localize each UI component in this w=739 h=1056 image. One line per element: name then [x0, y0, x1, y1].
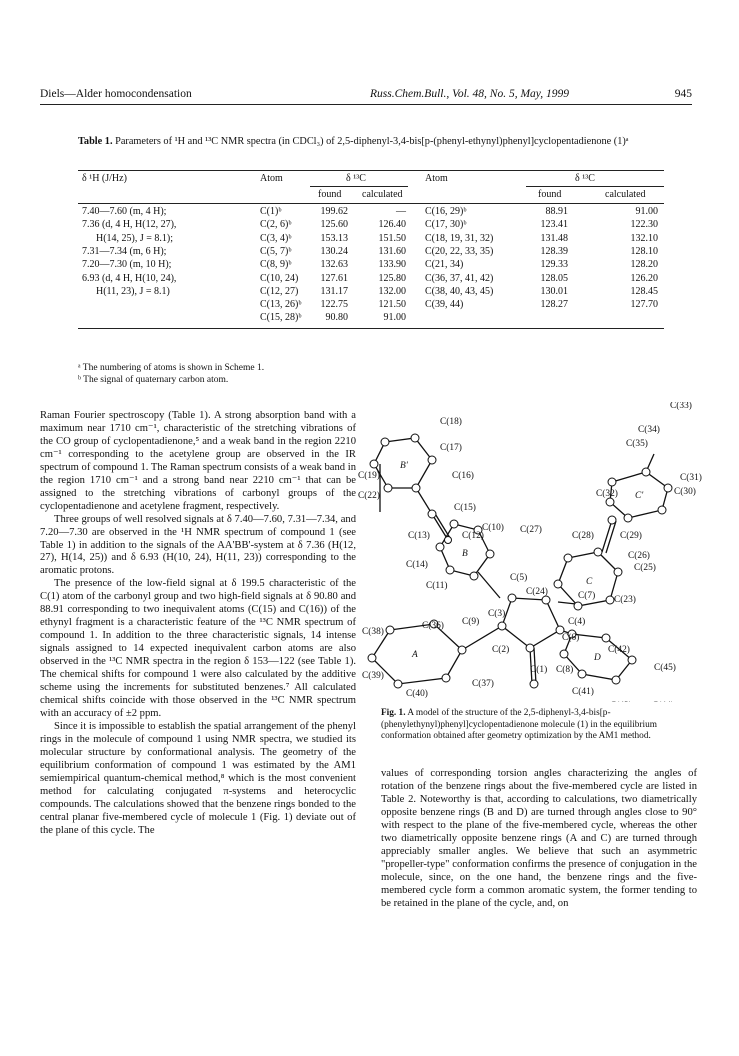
- atom-label: C(25): [634, 563, 656, 573]
- figure-caption-text: A model of the structure of the 2,5-diphenyl-3,4-bis[p-(phenylethynyl)phenyl]cyclopentadienone molecule (1) in the equilibrium conformation obtained after geometry optimization by the AM1 method.: [381, 708, 657, 741]
- atom-label: C(6): [562, 633, 580, 643]
- atom-label: C(37): [472, 679, 494, 689]
- paragraph: The presence of the low-field signal at δ 199.5 characteristic of the C(1) atom of the carbonyl group and two high-field signals at δ 90.80 and 88.91 corresponding to two inequivalent atoms (C(15) and C(16)) of the ethynyl fragment is a characteristic feature of the ¹³C NMR spectrum of compound 1. In addition to the three characteristic signals, 14 intense signals assigned to 14 expected inequivalent carbon atoms are also observed in the ¹³C NMR spectra in the region δ 153—122 (see Table 1). The chemical shifts for compound 1 were also calculated by the additive scheme using the increments for substituted benzenes.⁷ All calculated chemical shifts coincide with those observed in the ¹³C NMR spectrum with an accuracy of ±2 ppm.: [40, 578, 356, 719]
- atom-label: C(11): [426, 581, 448, 591]
- atom-label: C(3): [488, 609, 506, 619]
- atom-label: C(28): [572, 531, 594, 541]
- calc-cell: 126.20: [630, 272, 658, 284]
- atom-cell: C(12, 27): [260, 285, 299, 297]
- found-cell: 199.62: [320, 206, 348, 217]
- figure-caption-label: Fig. 1.: [381, 708, 406, 718]
- found-cell: 131.48: [540, 232, 568, 244]
- found-cell: 128.39: [540, 245, 568, 257]
- found-cell: 153.13: [320, 232, 348, 244]
- table-notes: [78, 362, 264, 386]
- th-atom-left: Atom: [260, 173, 283, 184]
- th-found-left: found: [318, 189, 342, 200]
- found-cell: 131.17: [320, 285, 348, 297]
- atom-cell: C(15, 28)ᵇ: [260, 312, 302, 324]
- atom-label: C(40): [406, 689, 428, 699]
- calc-cell: 132.00: [378, 285, 406, 297]
- found-cell: 130.01: [540, 285, 568, 297]
- atom-label: [610, 700, 632, 702]
- found-cell: 122.75: [320, 299, 348, 311]
- atom-label: C(34): [638, 425, 660, 435]
- atom-label: C(24): [526, 587, 548, 597]
- atom-label: C(42): [608, 645, 630, 655]
- atom-cell: C(3, 4)ᵇ: [260, 232, 292, 244]
- atom-label: C(39): [362, 671, 384, 681]
- calc-cell: 127.70: [630, 299, 658, 311]
- atom-label: C(36): [422, 621, 444, 631]
- page-number: 945: [674, 88, 692, 100]
- paragraph: values of corresponding torsion angles characterizing the angles of rotation of the benzene rings about the five-membered cycle are listed in Table 2. Noteworthy is that, according to calculations, two diametrically opposite benzene rings (B and D) are turned through angles close to 90° with respect to the plane of the five-membered cycle, whereas the other two diametrically opposite benzene rings (A and C) are turned through appreciably smaller angles. We believe that such an asymmetric "propeller-type" conformation confirms the presence of conjugation in the molecule, since, on the one hand, the benzene rings and the five-membered cycle form a common aromatic system, the former tending to be retained in the plane of the cycle, and, on: [381, 768, 697, 909]
- atom-label: C(33): [670, 402, 692, 411]
- atom-label: C(18): [440, 417, 462, 427]
- atom-label: C(14): [406, 560, 428, 570]
- calc-cell: —: [396, 206, 406, 217]
- atom-label: C(22): [358, 491, 380, 501]
- atom-label: C(35): [626, 439, 648, 449]
- calc-cell: 132.10: [630, 232, 658, 244]
- atom-cell: C(20, 22, 33, 35): [425, 245, 494, 257]
- found-cell: 128.05: [540, 272, 568, 284]
- found-cell: 128.27: [540, 299, 568, 311]
- table-caption-label: Table 1.: [78, 136, 113, 147]
- atom-cell: C(2, 6)ᵇ: [260, 219, 292, 231]
- atom-label: C(16): [452, 471, 474, 481]
- paragraph: Three groups of well resolved signals at δ 7.40—7.60, 7.31—7.34, and 7.20—7.30 are observed in the ¹H NMR spectrum of compound 1 (see Table 1) in addition to the signals of the AA'BB'-system at δ 7.36 (H(12, 27), H(14, 25)) and δ 6.93 (H(10, 24), H(11, 23)) corresponding to the aromatic protons.: [40, 513, 356, 577]
- found-cell: 88.91: [545, 206, 568, 217]
- found-cell: 132.63: [320, 259, 348, 271]
- atom-label: C(7): [578, 591, 596, 601]
- table-note-a: ᵃ The numbering of atoms is shown in Scheme 1.: [78, 363, 265, 373]
- found-cell: 123.41: [540, 219, 568, 231]
- atom-cell: C(1)ᵇ: [260, 206, 282, 217]
- atom-label: [652, 700, 674, 702]
- atom-cell: C(8, 9)ᵇ: [260, 259, 292, 271]
- calc-cell: 122.30: [630, 219, 658, 231]
- atom-label: C(4): [568, 617, 586, 627]
- header-title: Diels—Alder homocondensation: [40, 88, 192, 100]
- molecule-figure: [350, 402, 720, 702]
- th-calc-left: calculated: [362, 189, 403, 200]
- calc-cell: 133.90: [378, 259, 406, 271]
- figure-caption: [381, 708, 693, 743]
- running-header: [40, 86, 692, 105]
- th-calc-right: calculated: [605, 189, 646, 200]
- calc-cell: 128.45: [630, 285, 658, 297]
- molecule-diagram: [350, 402, 720, 702]
- atom-cell: C(17, 30)ᵇ: [425, 219, 467, 231]
- atom-label: C(13): [408, 531, 430, 541]
- atom-label: C(17): [440, 443, 462, 453]
- th-found-right: found: [538, 189, 562, 200]
- found-cell: 125.60: [320, 219, 348, 231]
- atom-cell: C(13, 26)ᵇ: [260, 299, 302, 311]
- atom-label: C(38): [362, 627, 384, 637]
- th-atom-right: Atom: [425, 173, 448, 184]
- h-shift-cell: H(11, 23), J = 8.1): [96, 285, 170, 297]
- atom-cell: C(10, 24): [260, 272, 299, 284]
- found-cell: 129.33: [540, 259, 568, 271]
- atom-label: C(29): [620, 531, 642, 541]
- atom-label: C(30): [674, 487, 696, 497]
- atom-cell: C(39, 44): [425, 299, 464, 311]
- atom-label: C(31): [680, 473, 702, 483]
- ring-label: C': [635, 491, 644, 501]
- h-shift-cell: 7.40—7.60 (m, 4 H);: [82, 206, 167, 217]
- h-shift-cell: 7.20—7.30 (m, 10 H);: [82, 259, 172, 271]
- calc-cell: 128.20: [630, 259, 658, 271]
- calc-cell: 128.10: [630, 245, 658, 257]
- found-cell: 130.24: [320, 245, 348, 257]
- atom-label: C(12): [462, 531, 484, 541]
- left-column-text: [40, 410, 356, 837]
- ring-label: B': [400, 461, 408, 471]
- paragraph: Raman Fourier spectroscopy (Table 1). A strong absorption band with a maximum near 1710 cm⁻¹, characteristic of the stretching vibrations of the CO group of cyclopentadienone,⁵ and a weak band in the region 2210 cm⁻¹ corresponding to the acetylene group are observed in the IR spectrum of compound 1. The Raman spectrum consists of a weak band in the region 1710 cm⁻¹ and a strong band near 2210 cm⁻¹ that can be assigned to the stretching vibrations of carbonyl groups of the cyclopentadienone and acetylene fragment, respectively.: [40, 410, 356, 512]
- calc-cell: 91.00: [383, 312, 406, 324]
- ring-label: A: [412, 650, 418, 660]
- th-h1: δ ¹H (J/Hz): [82, 173, 127, 184]
- h-shift-cell: 7.31—7.34 (m, 6 H);: [82, 245, 167, 257]
- ring-label: C: [586, 577, 593, 587]
- calc-cell: 125.80: [378, 272, 406, 284]
- right-column-text: [381, 768, 697, 910]
- calc-cell: 91.00: [635, 206, 658, 217]
- h-shift-cell: 6.93 (d, 4 H, H(10, 24),: [82, 272, 177, 284]
- calc-cell: 131.60: [378, 245, 406, 257]
- atom-label: C(2): [492, 645, 510, 655]
- calc-cell: 126.40: [378, 219, 406, 231]
- atom-label: C(15): [454, 503, 476, 513]
- atom-label: C(27): [520, 525, 542, 535]
- header-journal: Russ.Chem.Bull., Vol. 48, No. 5, May, 1999: [370, 88, 570, 100]
- ring-label: B: [462, 549, 468, 559]
- atom-label: C(10): [482, 523, 504, 533]
- atom-cell: C(18, 19, 31, 32): [425, 232, 494, 244]
- calc-cell: 121.50: [378, 299, 406, 311]
- calc-cell: 151.50: [378, 232, 406, 244]
- paragraph: Since it is impossible to establish the spatial arrangement of the phenyl rings in the molecule of compound 1 using NMR spectra, we studied its molecular structure by conformational analysis. The geometry of the equilibrium conformation of compound 1 was estimated by the AM1 semiempirical quantum-chemical method,⁸ which is the most convenient method for calculating conjugated π-systems and heterocyclic compounds. The calculations showed that the benzene rings bonded to the central planar five-membered cycle of molecule 1 (Fig. 1) deviate out of the plane of this cycle. The: [40, 720, 356, 836]
- atom-cell: C(21, 34): [425, 259, 464, 271]
- atom-cell: C(38, 40, 43, 45): [425, 285, 494, 297]
- th-c13-left: δ ¹³C: [346, 173, 366, 184]
- atom-label: C(41): [572, 687, 594, 697]
- atom-label: C(9): [462, 617, 480, 627]
- th-c13-right: δ ¹³C: [575, 173, 595, 184]
- atom-label: C(26): [628, 551, 650, 561]
- h-shift-cell: 7.36 (d, 4 H, H(12, 27),: [82, 219, 177, 231]
- h-shift-cell: H(14, 25), J = 8.1);: [96, 232, 174, 244]
- atom-cell: C(16, 29)ᵇ: [425, 206, 467, 217]
- atom-label: C(23): [614, 595, 636, 605]
- atom-cell: C(5, 7)ᵇ: [260, 245, 292, 257]
- atom-label: C(5): [510, 573, 528, 583]
- found-cell: 90.80: [325, 312, 348, 324]
- ring-label: D: [594, 653, 601, 663]
- atom-label: C(1): [530, 665, 548, 675]
- table-caption: [78, 135, 664, 149]
- atom-label: C(8): [556, 665, 574, 675]
- atom-label: C(19): [358, 471, 380, 481]
- atom-label: C(32): [596, 489, 618, 499]
- found-cell: 127.61: [320, 272, 348, 284]
- table-note-b: ᵇ The signal of quaternary carbon atom.: [78, 375, 229, 385]
- atom-label: C(45): [654, 663, 676, 673]
- atom-cell: C(36, 37, 41, 42): [425, 272, 494, 284]
- table-caption-text: Parameters of ¹H and ¹³C NMR spectra (in CDCl₃) of 2,5-diphenyl-3,4-bis[p-(phenyl-ethynyl)phenyl]cyclopentadienone (1)ᵃ: [115, 136, 629, 147]
